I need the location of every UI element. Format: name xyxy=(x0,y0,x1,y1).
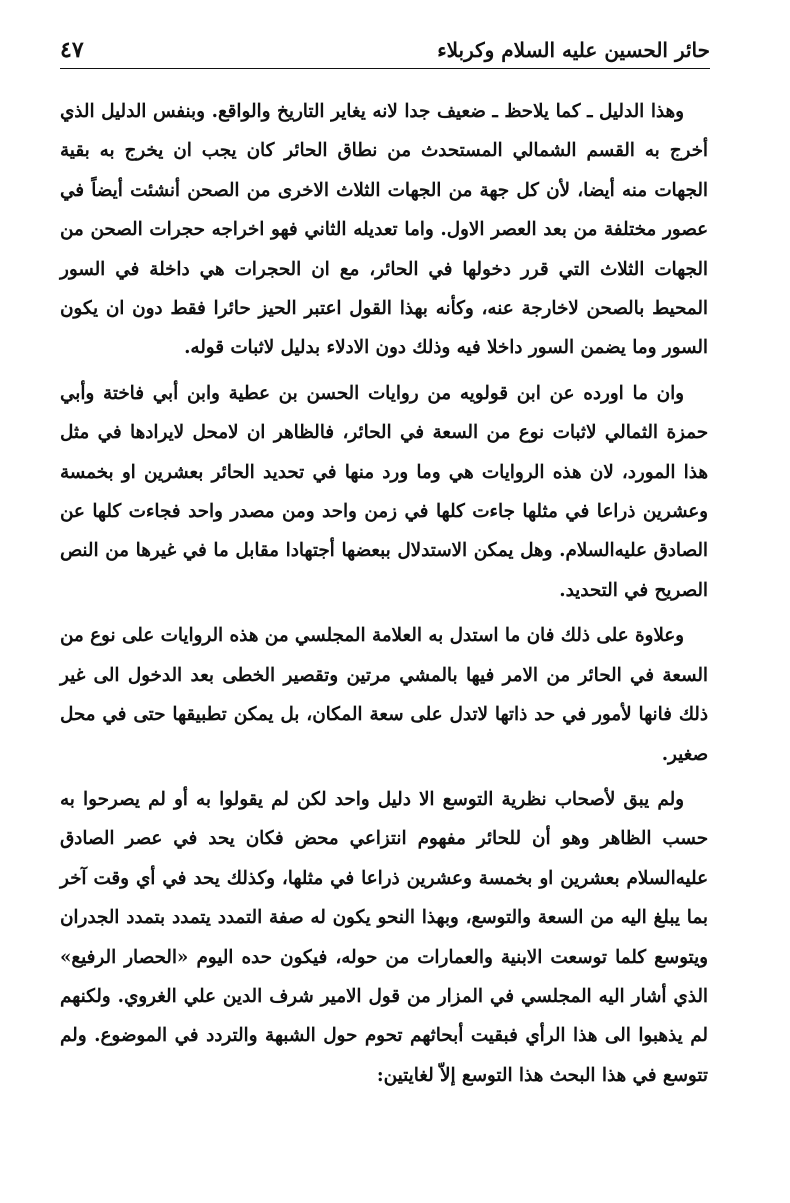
paragraph: وان ما اورده عن ابن قولويه من روايات الحسن بن عطية وابن أبي فاختة وأبي حمزة الثمالي لاثبات نوع من السعة في الحائر، فالظاهر ان لامحل لايرادها في مثل هذا المورد، لان هذه الروايات هي وما ورد منها في تحديد الحائر بعشرين او بخمسة وعشرين ذراعا في مثلها جاءت كلها في زمن واحد ومن مصدر واحد فجاءت كلها عن الصادق عليه‌السلام. وهل يمكن الاستدلال ببعضها أجتهادا مقابل ما في غيرها من النص الصريح في التحديد. xyxy=(60,382,708,601)
paragraph: ولم يبق لأصحاب نظرية التوسع الا دليل واحد لكن لم يقولوا به أو لم يصرحوا به حسب الظاهر وهو أن للحائر مفهوم انتزاعي محض فكان يحد في عصر الصادق عليه‌السلام بعشرين او بخمسة وعشرين ذراعا في مثلها، وكذلك يحد في أي وقت آخر بما يبلغ اليه من السعة والتوسع، وبهذا النحو يكون له صفة التمدد يتمدد بتمدد الجدران ويتوسع كلما توسعت الابنية والعمارات من حوله، فيكون حده اليوم «الحصار الرفيع» الذي أشار اليه المجلسي في المزار من قول الامير شرف الدين علي الغروي. ولكنهم لم يذهبوا الى هذا الرأي فبقيت أبحاثهم تحوم حول الشبهة والتردد في الموضوع. ولم تتوسع في هذا البحث هذا التوسع إلاّ لغايتين: xyxy=(60,788,708,1086)
paragraph: وعلاوة على ذلك فان ما استدل به العلامة المجلسي من هذه الروايات على نوع من السعة في الحائر من الامر فيها بالمشي مرتين وتقصير الخطى بعد الدخول الى غير ذلك فانها لأمور في حد ذاتها لاتدل على سعة المكان، بل يمكن تطبيقها حتى في محل صغير. xyxy=(60,625,708,765)
header-rule xyxy=(60,68,710,69)
page-number: ٤٧ xyxy=(60,37,84,63)
running-title: حائر الحسين عليه السلام وكربلاء xyxy=(437,38,710,62)
page-header xyxy=(60,28,710,64)
body-text xyxy=(60,92,708,1095)
paragraph: وهذا الدليل ـ كما يلاحظ ـ ضعيف جدا لانه يغاير التاريخ والواقع. وبنفس الدليل الذي أخرج به القسم الشمالي المستحدث من نطاق الحائر كان يجب ان يخرج به بقية الجهات منه أيضا، لأن كل جهة من الجهات الثلاث الاخرى من الصحن أنشئت أيضاً في عصور مختلفة من بعد العصر الاول. واما تعديله الثاني فهو اخراجه حجرات الصحن من الجهات الثلاث التي قرر دخولها في الحائر، مع ان الحجرات هي داخلة في السور المحيط بالصحن لاخارجة عنه، وكأنه بهذا القول اعتبر الحيز حائرا فقط دون ان يكون السور وما يضمن السور داخلا فيه وذلك دون الادلاء بدليل لاثبات قوله. xyxy=(60,101,708,359)
